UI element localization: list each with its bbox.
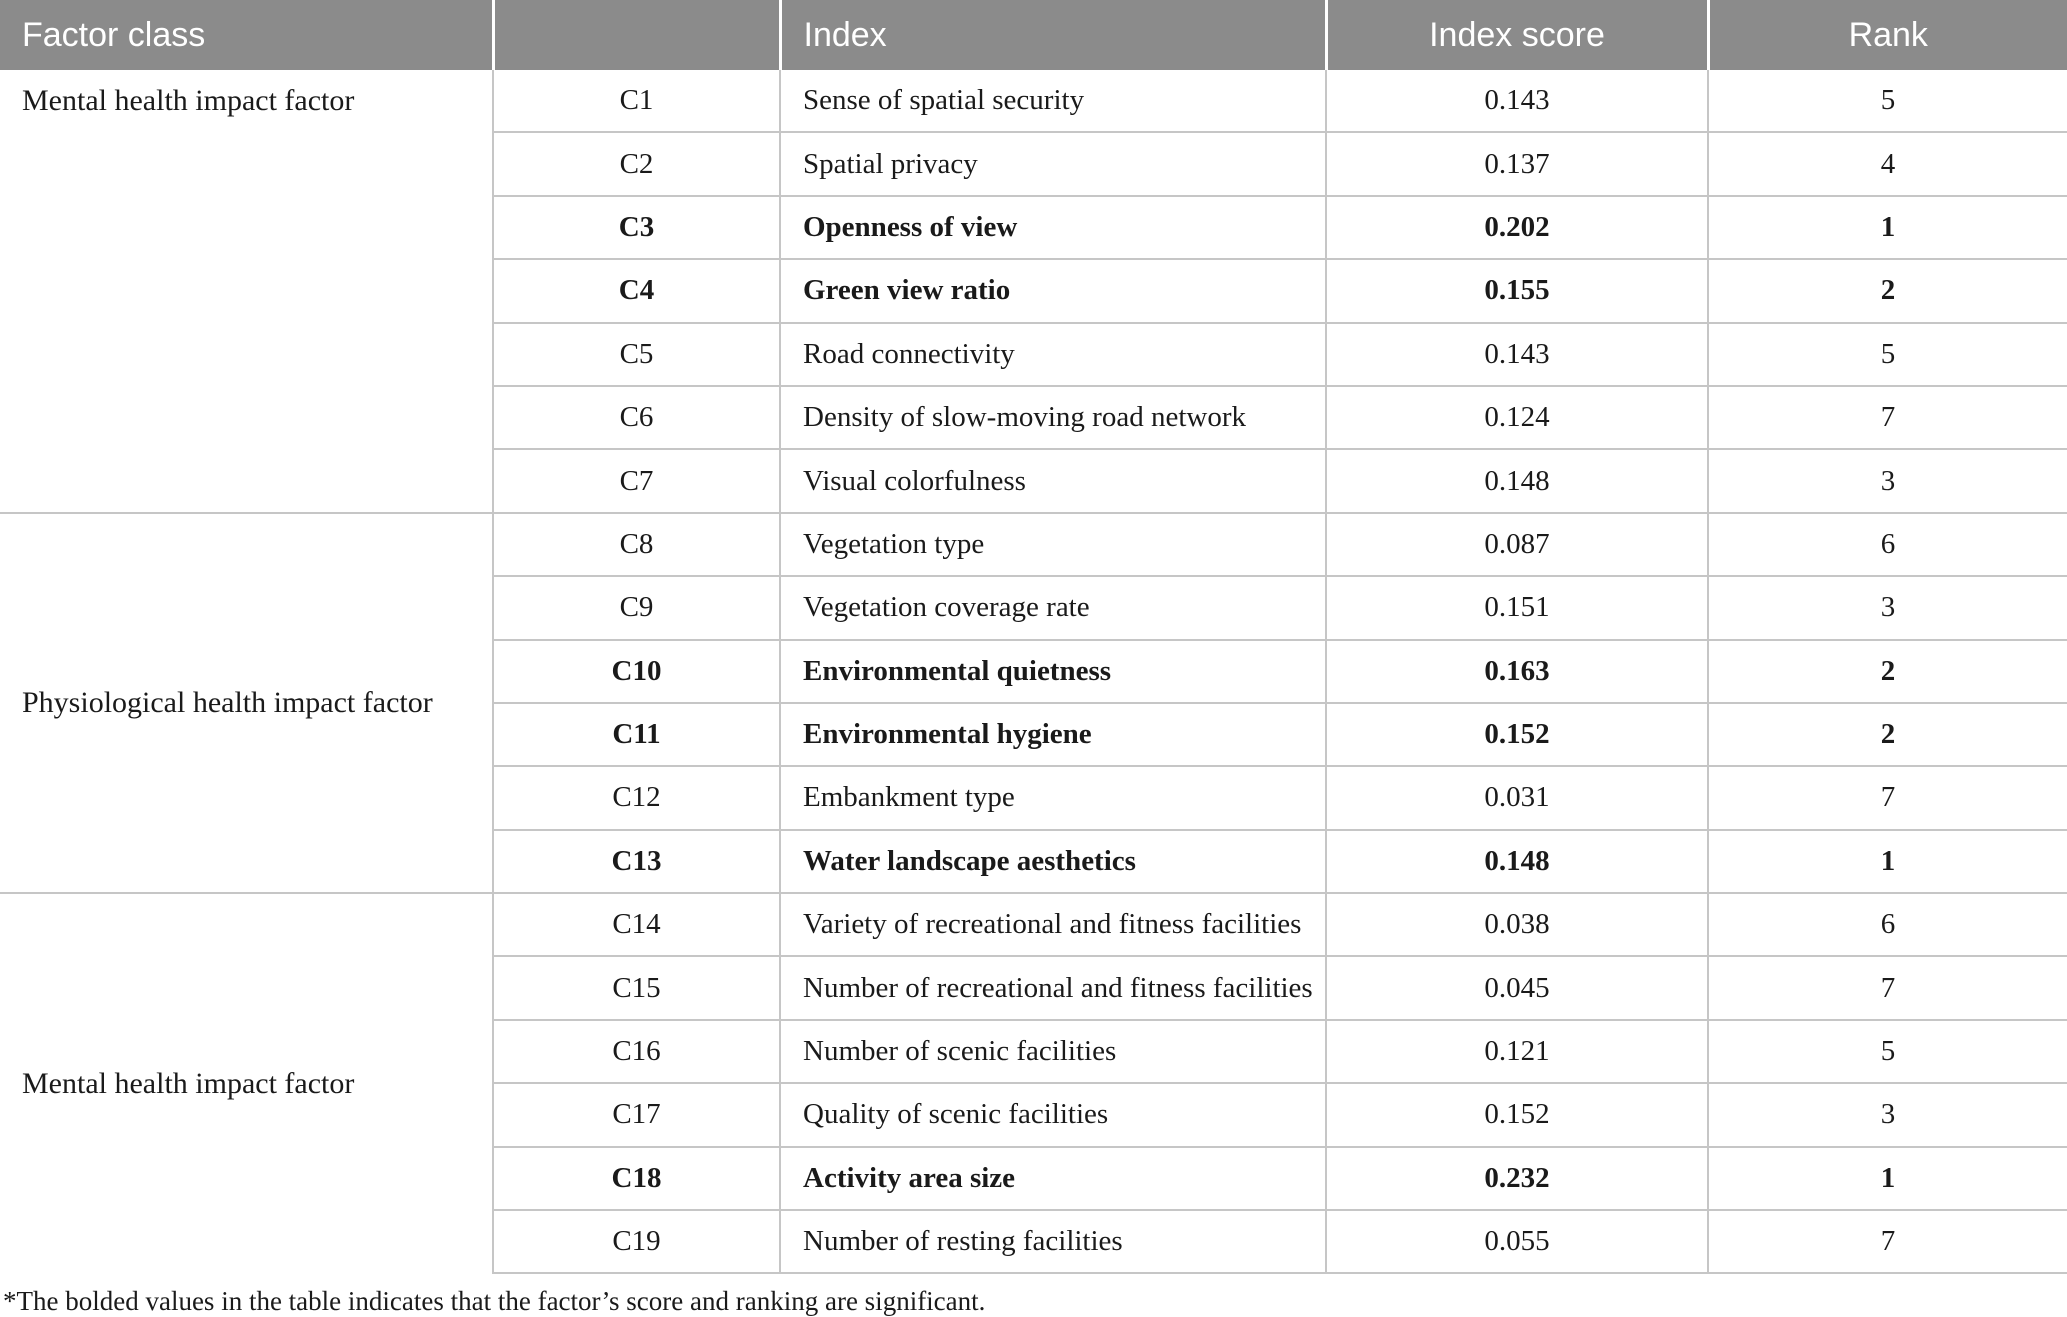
c1-code-cell: C1 (493, 70, 780, 132)
table-row-c8 (0, 513, 2067, 576)
c9-code-cell: C9 (493, 576, 780, 639)
c5-code-cell: C5 (493, 323, 780, 386)
c11-rank-cell: 2 (1708, 703, 2067, 766)
c19-code-cell: C19 (493, 1210, 780, 1273)
c2-index-cell: Spatial privacy (780, 132, 1326, 195)
c10-score-cell: 0.163 (1326, 640, 1708, 703)
c5-score-cell: 0.143 (1326, 323, 1708, 386)
c17-code-cell: C17 (493, 1083, 780, 1146)
c15-code-cell: C15 (493, 956, 780, 1019)
c12-code-cell: C12 (493, 766, 780, 829)
c7-score-cell: 0.148 (1326, 449, 1708, 512)
c18-score-cell: 0.232 (1326, 1147, 1708, 1210)
c15-score-cell: 0.045 (1326, 956, 1708, 1019)
c9-rank-cell: 3 (1708, 576, 2067, 639)
c17-rank-cell: 3 (1708, 1083, 2067, 1146)
c16-code-cell: C16 (493, 1020, 780, 1083)
c3-rank-cell: 1 (1708, 196, 2067, 259)
c19-index-cell: Number of resting facilities (780, 1210, 1326, 1273)
c14-rank-cell: 6 (1708, 893, 2067, 956)
c17-score-cell: 0.152 (1326, 1083, 1708, 1146)
c3-score-cell: 0.202 (1326, 196, 1708, 259)
c16-index-cell: Number of scenic facilities (780, 1020, 1326, 1083)
c3-code-cell: C3 (493, 196, 780, 259)
c16-score-cell: 0.121 (1326, 1020, 1708, 1083)
factor-class-cell-group-1: Mental health impact factor (0, 70, 493, 513)
c1-rank-cell: 5 (1708, 70, 2067, 132)
c4-code-cell: C4 (493, 259, 780, 322)
c10-rank-cell: 2 (1708, 640, 2067, 703)
c10-code-cell: C10 (493, 640, 780, 703)
c13-code-cell: C13 (493, 830, 780, 893)
header-rank: Rank (1708, 0, 2067, 70)
header-index: Index (780, 0, 1326, 70)
c19-score-cell: 0.055 (1326, 1210, 1708, 1273)
c8-rank-cell: 6 (1708, 513, 2067, 576)
c11-score-cell: 0.152 (1326, 703, 1708, 766)
c16-rank-cell: 5 (1708, 1020, 2067, 1083)
c12-index-cell: Embankment type (780, 766, 1326, 829)
c7-code-cell: C7 (493, 449, 780, 512)
c3-index-cell: Openness of view (780, 196, 1326, 259)
c14-code-cell: C14 (493, 893, 780, 956)
c15-index-cell: Number of recreational and fitness facilities (780, 956, 1326, 1019)
c17-index-cell: Quality of scenic facilities (780, 1083, 1326, 1146)
c18-index-cell: Activity area size (780, 1147, 1326, 1210)
factor-class-cell-group-3: Mental health impact factor (0, 893, 493, 1273)
header-code-empty (493, 0, 780, 70)
c9-score-cell: 0.151 (1326, 576, 1708, 639)
c19-rank-cell: 7 (1708, 1210, 2067, 1273)
c18-rank-cell: 1 (1708, 1147, 2067, 1210)
c6-score-cell: 0.124 (1326, 386, 1708, 449)
c2-code-cell: C2 (493, 132, 780, 195)
c13-rank-cell: 1 (1708, 830, 2067, 893)
table-row-c14 (0, 893, 2067, 956)
c5-rank-cell: 5 (1708, 323, 2067, 386)
c2-score-cell: 0.137 (1326, 132, 1708, 195)
c9-index-cell: Vegetation coverage rate (780, 576, 1326, 639)
factor-class-cell-group-2: Physiological health impact factor (0, 513, 493, 893)
c6-index-cell: Density of slow-moving road network (780, 386, 1326, 449)
c12-score-cell: 0.031 (1326, 766, 1708, 829)
c11-index-cell: Environmental hygiene (780, 703, 1326, 766)
c14-index-cell: Variety of recreational and fitness facilities (780, 893, 1326, 956)
c7-rank-cell: 3 (1708, 449, 2067, 512)
c4-rank-cell: 2 (1708, 259, 2067, 322)
c4-score-cell: 0.155 (1326, 259, 1708, 322)
c4-index-cell: Green view ratio (780, 259, 1326, 322)
c1-index-cell: Sense of spatial security (780, 70, 1326, 132)
header-row (0, 0, 2067, 70)
c11-code-cell: C11 (493, 703, 780, 766)
table-body (0, 70, 2067, 1273)
c14-score-cell: 0.038 (1326, 893, 1708, 956)
c5-index-cell: Road connectivity (780, 323, 1326, 386)
table-footnote: *The bolded values in the table indicates that the factor’s score and ranking are significant. (3, 1286, 986, 1317)
c7-index-cell: Visual colorfulness (780, 449, 1326, 512)
header-factor-class: Factor class (0, 0, 493, 70)
table-row-c1 (0, 70, 2067, 132)
c13-index-cell: Water landscape aesthetics (780, 830, 1326, 893)
c12-rank-cell: 7 (1708, 766, 2067, 829)
c6-code-cell: C6 (493, 386, 780, 449)
c2-rank-cell: 4 (1708, 132, 2067, 195)
c10-index-cell: Environmental quietness (780, 640, 1326, 703)
c13-score-cell: 0.148 (1326, 830, 1708, 893)
c8-code-cell: C8 (493, 513, 780, 576)
c6-rank-cell: 7 (1708, 386, 2067, 449)
c18-code-cell: C18 (493, 1147, 780, 1210)
c8-score-cell: 0.087 (1326, 513, 1708, 576)
c8-index-cell: Vegetation type (780, 513, 1326, 576)
header-index-score: Index score (1326, 0, 1708, 70)
c15-rank-cell: 7 (1708, 956, 2067, 1019)
c1-score-cell: 0.143 (1326, 70, 1708, 132)
